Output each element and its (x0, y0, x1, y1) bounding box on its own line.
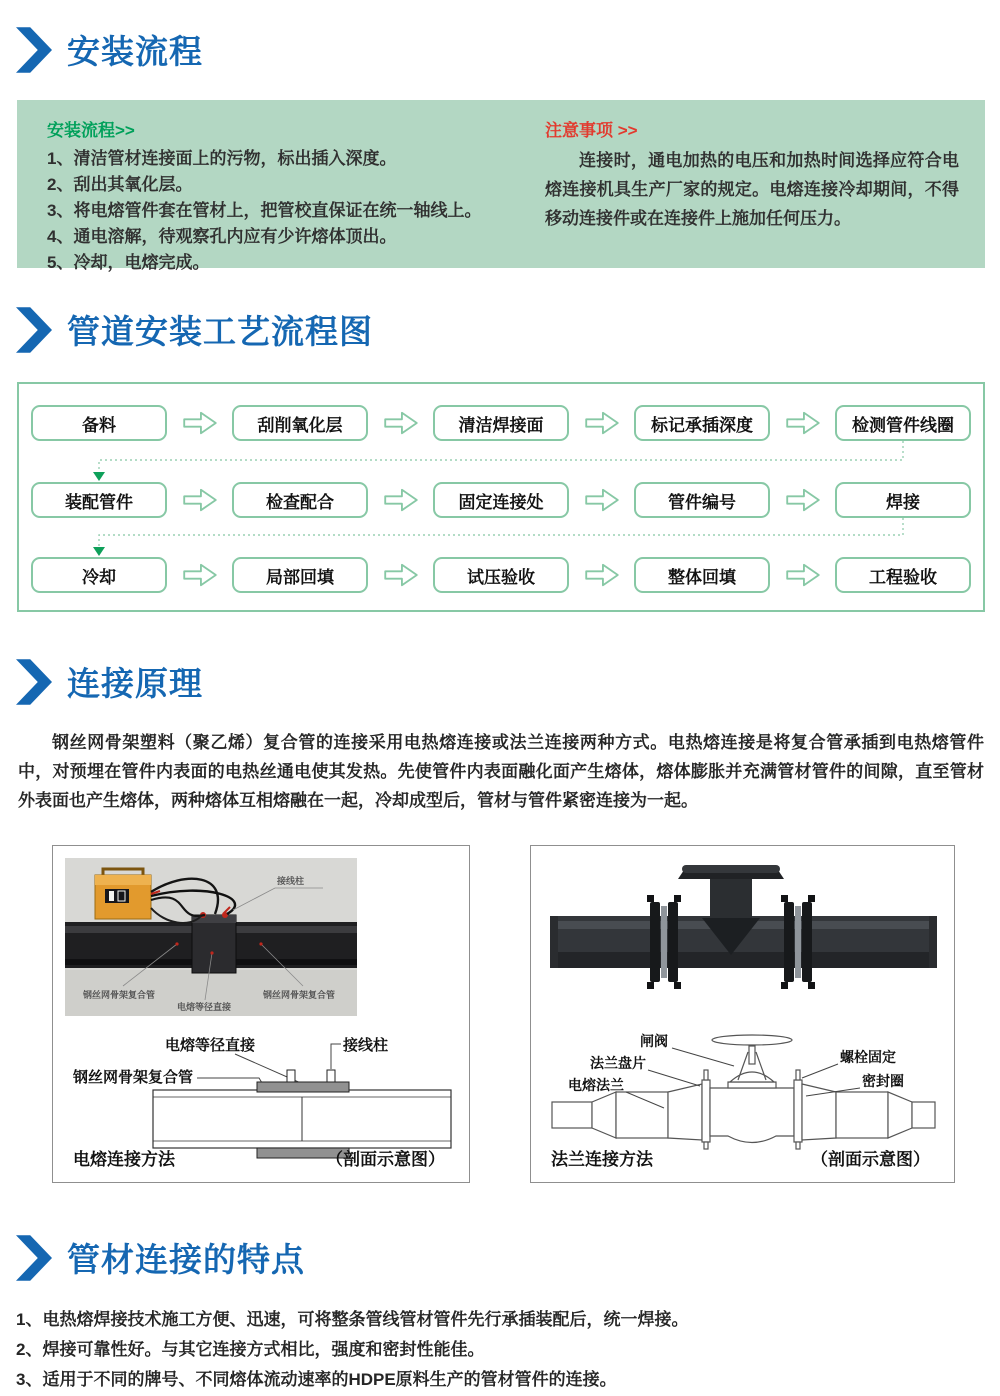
photo-label-terminal: 接线柱 (277, 876, 305, 886)
electrofusion-photo (65, 858, 357, 1016)
valve-label-bolt: 螺栓固定 (840, 1049, 896, 1065)
section-header-features (16, 1234, 305, 1281)
flow-step-box: 备料 (31, 405, 167, 441)
figure-caption: 电熔连接方法 (73, 1150, 175, 1169)
flowchart-panel (17, 382, 985, 612)
feature-list (16, 1305, 976, 1395)
flow-row (31, 405, 971, 441)
figure-flange (530, 845, 955, 1183)
flow-step-box: 检测管件线圈 (835, 405, 971, 441)
flow-arrow-icon (784, 410, 822, 436)
figure-caption: 法兰连接方法 (551, 1150, 653, 1169)
valve-label-flange-disc: 法兰盘片 (590, 1055, 646, 1071)
install-step: 2、刮出其氧化层。 (47, 175, 193, 194)
valve-label-gate: 闸阀 (640, 1033, 668, 1049)
install-step: 5、冷却，电熔完成。 (47, 253, 210, 272)
feature-item: 3、适用于不同的牌号、不同熔体流动速率的HDPE原料生产的管材管件的连接。 (16, 1370, 617, 1389)
photo-label-coupling: 电熔等径直接 (177, 1002, 232, 1012)
section-header-installation (16, 26, 203, 73)
flow-arrow-icon (181, 562, 219, 588)
flow-arrow-icon (181, 487, 219, 513)
figure-caption-note: （剖面示意图） (326, 1150, 445, 1169)
chevron-icon (16, 307, 52, 353)
photo-label-pipe-right: 钢丝网骨架复合管 (263, 990, 336, 1000)
install-steps-heading: 安装流程>> (47, 121, 135, 140)
flow-arrow-icon (583, 562, 621, 588)
chevron-icon (16, 27, 52, 73)
flow-step-box: 焊接 (835, 482, 971, 518)
chevron-icon (16, 1235, 52, 1281)
install-step: 4、通电溶解，待观察孔内应有少许熔体顶出。 (47, 227, 397, 246)
photo-label-pipe-left: 钢丝网骨架复合管 (83, 990, 156, 1000)
install-steps-column (47, 116, 529, 272)
flow-step-box: 冷却 (31, 557, 167, 593)
cautions-text: 连接时，通电加热的电压和加热时间选择应符合电熔连接机具生产厂家的规定。电熔连接冷却期间，不得移动连接件或在连接件上施加任何压力。 (545, 151, 959, 228)
install-step: 3、将电熔管件套在管材上，把管校直保证在统一轴线上。 (47, 201, 482, 220)
flow-step-box: 整体回填 (634, 557, 770, 593)
flow-arrow-icon (784, 562, 822, 588)
cautions-heading: 注意事项 >> (545, 121, 638, 140)
section-header-flowchart (16, 306, 373, 353)
section-title: 管道安装工艺流程图 (67, 313, 373, 350)
flange-pair (647, 895, 681, 989)
flow-step-box: 管件编号 (634, 482, 770, 518)
flow-step-box: 刮削氧化层 (232, 405, 368, 441)
diagram-label-terminal: 接线柱 (343, 1037, 389, 1054)
flow-arrow-icon (382, 410, 420, 436)
flow-arrow-icon (583, 410, 621, 436)
flow-step-box: 固定连接处 (433, 482, 569, 518)
down-arrowhead-icon (93, 547, 105, 556)
install-step: 1、清洁管材连接面上的污物，标出插入深度。 (47, 149, 397, 168)
section-title: 安装流程 (67, 33, 203, 70)
section-title: 管材连接的特点 (67, 1241, 305, 1278)
figure-captions (53, 1145, 469, 1170)
valve-label-ef-flange: 电熔法兰 (568, 1077, 624, 1093)
flow-arrow-icon (784, 487, 822, 513)
dotted-connector (99, 518, 903, 547)
feature-item: 1、电热熔焊接技术施工方便、迅速，可将整条管线管材管件先行承插装配后，统一焊接。 (16, 1310, 689, 1329)
flow-step-box: 标记承插深度 (634, 405, 770, 441)
chevron-icon (16, 659, 52, 705)
dotted-connector (99, 441, 903, 472)
coupling-top (257, 1082, 349, 1092)
flow-step-box: 局部回填 (232, 557, 368, 593)
flow-step-box: 试压验收 (433, 557, 569, 593)
diagram-label-coupling: 电熔等径直接 (165, 1037, 256, 1054)
section-title: 连接原理 (67, 665, 203, 702)
flow-step-box: 检查配合 (232, 482, 368, 518)
flange-section-diagram (544, 1028, 943, 1150)
section-header-principle (16, 658, 203, 705)
installation-notes-panel (17, 100, 985, 272)
diagram-label-pipe: 钢丝网骨架复合管 (73, 1069, 194, 1086)
down-arrowhead-icon (93, 472, 105, 481)
feature-item: 2、焊接可靠性好。与其它连接方式相比，强度和密封性能佳。 (16, 1340, 485, 1359)
flow-arrow-icon (181, 410, 219, 436)
flow-step-box: 装配管件 (31, 482, 167, 518)
cautions-column (529, 116, 959, 254)
figure-caption-note: （剖面示意图） (811, 1150, 930, 1169)
terminal-post (327, 1070, 335, 1082)
flange-pipe-photo (544, 858, 943, 1018)
connection-principle-paragraph: 钢丝网骨架塑料（聚乙烯）复合管的连接采用电热熔连接或法兰连接两种方式。电热熔连接是将复合管承插到电热熔管件中，对预埋在管件内表面的电热丝通电使其发热。先使管件内表面融化面产生熔体，熔体膨胀并充满管材管件的间隙，直至管材外表面也产生熔体，两种熔体互相熔融在一起，冷却成型后，管材与管件紧密连接为一起。 (18, 733, 984, 810)
valve-label-seal: 密封圈 (862, 1073, 904, 1089)
flange-pair (781, 895, 815, 989)
figure-captions (531, 1145, 954, 1170)
figure-electrofusion (52, 845, 470, 1183)
flow-row (31, 482, 971, 518)
flow-step-box: 工程验收 (835, 557, 971, 593)
flow-row (31, 557, 971, 593)
tee-riser (710, 878, 752, 918)
terminal-post (287, 1070, 295, 1082)
coupling (192, 915, 236, 973)
flow-arrow-icon (583, 487, 621, 513)
flow-arrow-icon (382, 562, 420, 588)
flow-arrow-icon (382, 487, 420, 513)
flow-step-box: 清洁焊接面 (433, 405, 569, 441)
